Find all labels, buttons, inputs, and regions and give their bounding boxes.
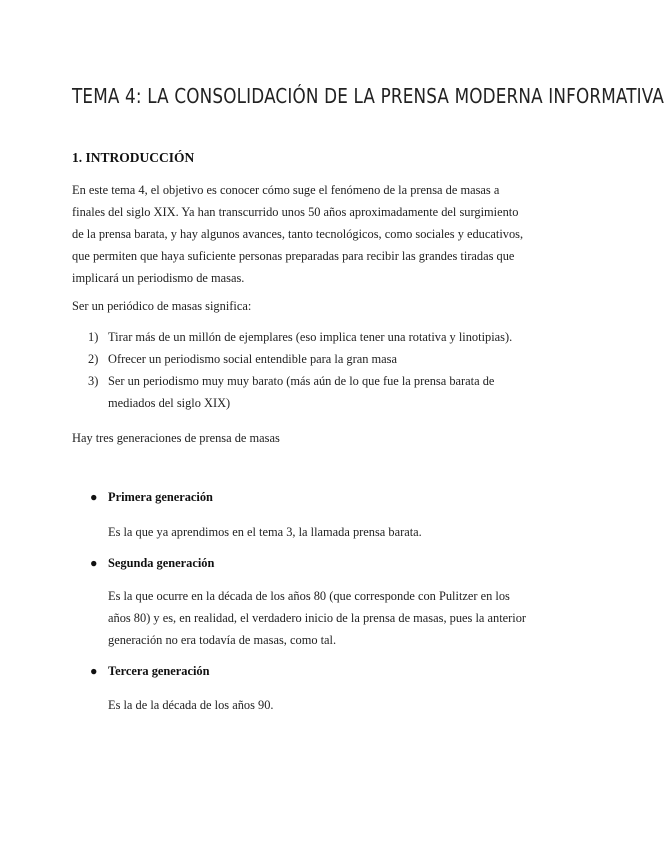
document-title: TEMA 4: LA CONSOLIDACIÓN DE LA PRENSA MODERNA INFORMATIVA	[72, 84, 664, 108]
list-text: Tirar más de un millón de ejemplares (eso implica tener una rotativa y linotipias).	[108, 330, 513, 344]
list-text: Ser un periodismo muy muy barato (más aún de lo que fue la prensa barata de mediados del siglo XIX)	[108, 374, 495, 410]
bullet-icon: ●	[90, 490, 98, 504]
intro-paragraph: En este tema 4, el objetivo es conocer cómo suge el fenómeno de la prensa de masas a finales del siglo XIX. Ya han transcurrido unos 50 años aproximadamente del surgimiento de la prensa barata, y hay algunos avances, tanto tecnológicos, como sociales y educativos, que permiten que haya suficiente personas preparadas para recibir las grandes tiradas que implicará un periodismo de masas.	[72, 183, 524, 285]
masas-label: Ser un periódico de masas significa:	[72, 299, 252, 313]
generation-description: Es la que ya aprendimos en el tema 3, la llamada prensa barata.	[108, 525, 422, 539]
list-text: Ofrecer un periodismo social entendible para la gran masa	[108, 352, 397, 366]
bullet-icon: ●	[90, 556, 98, 570]
generation-heading	[90, 556, 214, 571]
generation-description: Es la que ocurre en la década de los años 80 (que corresponde con Pulitzer en los años 80) y es, en realidad, el verdadero inicio de la prensa de masas, pues la anterior generación no era todavía de masas, como tal.	[108, 589, 527, 647]
generations-label: Hay tres generaciones de prensa de masas	[72, 431, 280, 445]
section-heading: 1. INTRODUCCIÓN	[72, 150, 195, 165]
generation-heading	[90, 664, 210, 679]
list-number: 2)	[88, 352, 99, 366]
generation-description: Es la de la década de los años 90.	[108, 698, 274, 712]
generation-title: Segunda generación	[108, 556, 215, 570]
generation-heading	[90, 490, 213, 505]
generation-title: Tercera generación	[108, 664, 210, 678]
list-number: 3)	[88, 374, 99, 388]
list-number: 1)	[88, 330, 99, 344]
list-item	[88, 370, 528, 414]
list-item	[88, 326, 528, 348]
bullet-icon: ●	[90, 664, 98, 678]
numbered-list	[88, 326, 528, 414]
generation-title: Primera generación	[108, 490, 213, 504]
list-item	[88, 348, 528, 370]
